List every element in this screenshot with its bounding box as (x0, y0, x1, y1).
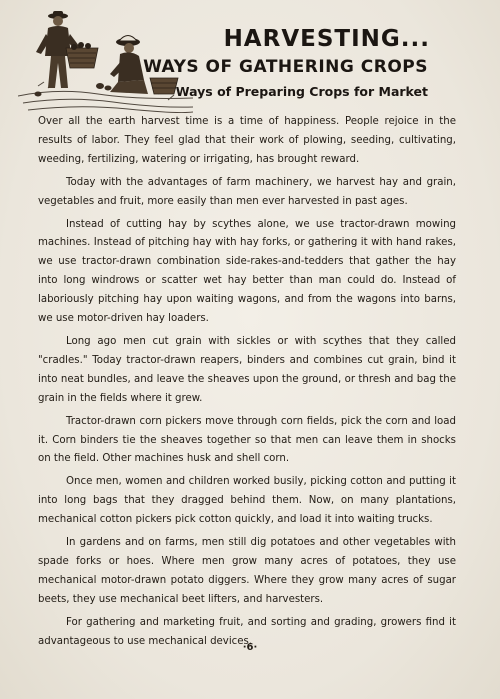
chapter-title: HARVESTING... (223, 26, 430, 52)
paragraph: For gathering and marketing fruit, and sorting and grading, growers find it advantageous to use mechanical devices. (38, 616, 456, 647)
paragraph: Instead of cutting hay by scythes alone, we use tractor-drawn mowing machines. Instead of pitching hay with hay forks, or gathering it with hand rakes, we use tractor-drawn combination side-rakes-and-tedders that gather the hay into long windrows or scatter wet hay better than man could do. Instead of laboriously pitching hay upon waiting wagons, and from the wagons into barns, we use motor-driven hay loaders. (38, 218, 456, 325)
paragraph: Tractor-drawn corn pickers move through corn fields, pick the corn and load it. Corn binders tie the sheaves together so that men can leave them in shocks on the field. Other machines husk and shell corn. (38, 415, 456, 465)
paragraph: Once men, women and children worked busily, picking cotton and putting it into long bags that they dragged behind them. Now, on many plantations, mechanical cotton pickers pick cotton quickly, and load it into waiting trucks. (38, 476, 456, 526)
chapter-subtitle: WAYS OF GATHERING CROPS (143, 57, 428, 77)
page-header (0, 0, 500, 115)
paragraph: In gardens and on farms, men still dig potatoes and other vegetables with spade forks or hoes. Where men grow many acres of potatoes, they use mechanical motor-drawn potato diggers. Where they grow many acres of sugar beets, they use mechanical beet lifters, and harvesters. (38, 537, 456, 605)
paragraph: Long ago men cut grain with sickles or with scythes that they called "cradles." Today tractor-drawn reapers, binders and combines cut grain, bind it into neat bundles, and leave the sheaves upon the ground, or thresh and bag the grain in the fields where it grew. (38, 335, 456, 404)
page-number: ·6· (242, 642, 258, 653)
body-text (38, 113, 456, 655)
paragraph: Over all the earth harvest time is a time of happiness. People rejoice in the results of labor. They feel glad that their work of plowing, seeding, cultivating, weeding, fertilizing, watering or irrigating, has brought reward. (38, 116, 456, 165)
paragraph: Today with the advantages of farm machinery, we harvest hay and grain, vegetables and fruit, more easily than men ever harvested in past ages. (38, 176, 456, 207)
chapter-tagline: Ways of Preparing Crops for Market (175, 84, 428, 99)
